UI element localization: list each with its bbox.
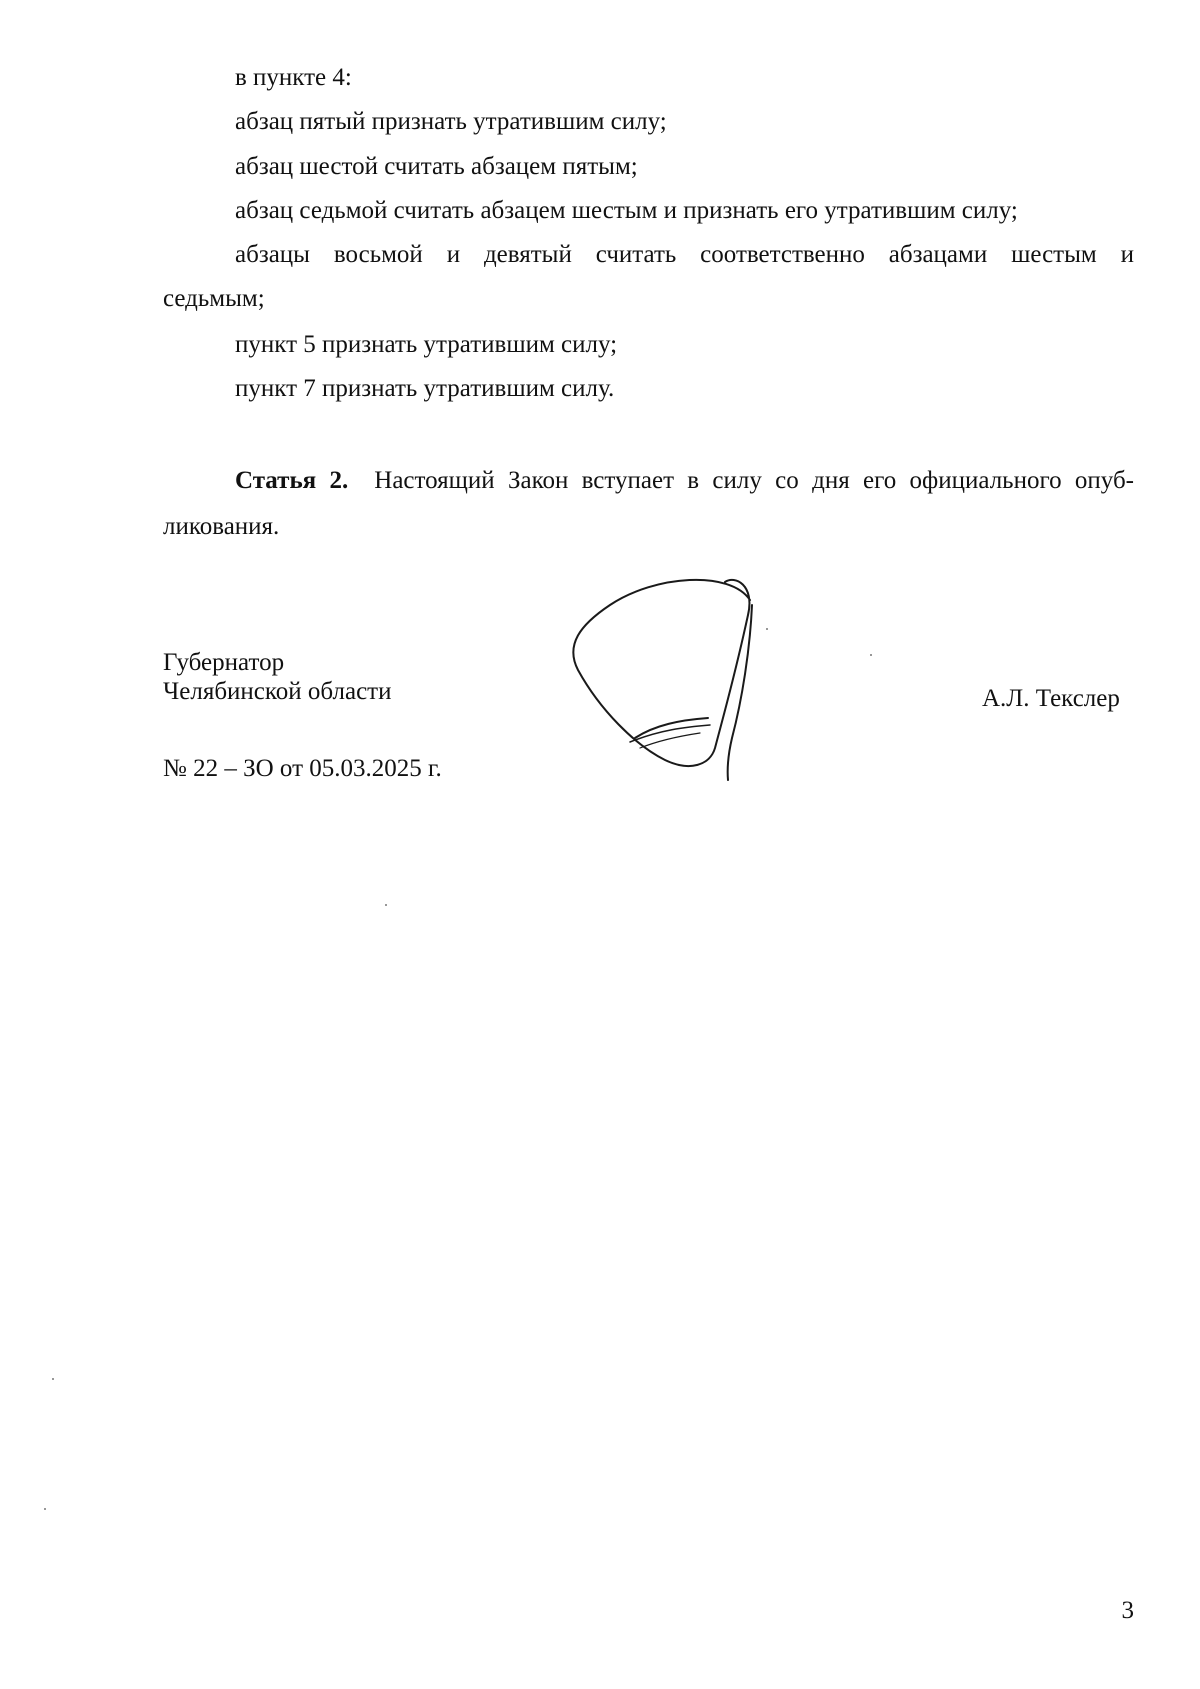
article-2-label: Статья 2.: [235, 467, 349, 494]
handwritten-signature: [560, 570, 790, 790]
scan-speck: [766, 628, 768, 630]
page-number: 3: [1121, 1597, 1134, 1624]
scan-speck: [385, 904, 387, 906]
amendment-line-2: абзац пятый признать утратившим силу;: [235, 108, 667, 135]
article-2-continued: ликования.: [163, 513, 280, 540]
amendment-line-6: пункт 5 признать утратившим силу;: [235, 331, 618, 358]
article-2-first-line: [235, 466, 1134, 496]
amendment-line-4: абзац седьмой считать абзацем шестым и признать его утратившим силу;: [235, 197, 1018, 224]
scan-speck: [870, 654, 872, 656]
amendment-line-5: абзацы восьмой и девятый считать соответственно абзацами шестым и: [235, 241, 1134, 268]
scan-speck: [44, 1508, 46, 1510]
signatory-position-line-1: Губернатор: [163, 649, 285, 676]
amendment-line-7: пункт 7 признать утратившим силу.: [235, 375, 615, 402]
amendment-line-1: в пункте 4:: [235, 64, 352, 91]
law-number: № 22 – ЗО от 05.03.2025 г.: [163, 755, 442, 782]
signatory-position-line-2: Челябинской области: [163, 678, 392, 705]
article-2-text: Настоящий Закон вступает в силу со дня его официального опуб-: [374, 467, 1134, 494]
signatory-name: А.Л. Текслер: [982, 685, 1120, 712]
scan-speck: [52, 1378, 54, 1380]
signatory-position: [163, 648, 391, 706]
amendment-line-5-continued: седьмым;: [163, 285, 265, 312]
amendment-line-3: абзац шестой считать абзацем пятым;: [235, 153, 638, 180]
